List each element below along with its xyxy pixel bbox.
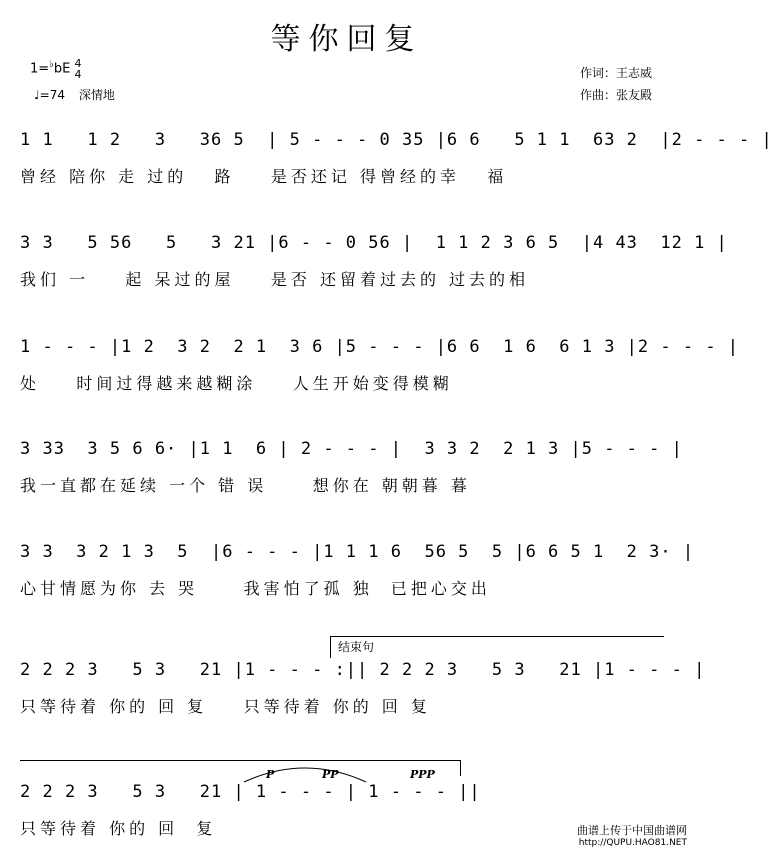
dynamic-mark: PPP (410, 768, 435, 781)
ending-label: 结束句 (338, 640, 375, 654)
expression: 深情地 (78, 88, 115, 102)
notes-row: 2 2 2 3 5 3 21 | 1 - - - | 1 - - - || (20, 782, 481, 802)
watermark-url: http://QUPU.HAO81.NET (578, 838, 687, 848)
lyricist: 作词：王志威 (580, 66, 653, 80)
page-title: 等你回复 (270, 22, 423, 57)
notes-row: 1 1 1 2 3 36 5 | 5 - - - 0 35 |6 6 5 1 1 63 2 |2 - - - | (20, 130, 773, 150)
notes-row: 3 3 5 56 5 3 21 |6 - - 0 56 | 1 1 2 3 6 5 |4 43 12 1 | (20, 233, 728, 253)
lyrics-row: 只等待着 你的 回 复 (20, 819, 217, 838)
watermark-text: 曲谱上传于中国曲谱网 (577, 824, 687, 837)
time-signature (75, 58, 82, 80)
composer: 作曲：张友殿 (580, 88, 653, 102)
dynamic-mark: PP (322, 768, 339, 781)
key-name: bE (53, 61, 71, 77)
notes-row: 2 2 2 3 5 3 21 |1 - - - :|| 2 2 2 3 5 3 21 |1 - - - | (20, 660, 706, 680)
lyrics-row: 我一直都在延续 一个 错 误 想你在 朝朝暮 暮 (20, 476, 471, 495)
lyrics-row: 只等待着 你的 回 复 只等待着 你的 回 复 (20, 697, 431, 716)
ending-bracket-line (330, 636, 664, 637)
lyrics-row: 曾经 陪你 走 过的 路 是否还记 得曾经的幸 福 (20, 167, 508, 186)
tempo-marking (34, 86, 115, 103)
tempo-value: =74 (39, 88, 65, 102)
lyrics-row: 心甘情愿为你 去 哭 我害怕了孤 独 已把心交出 (20, 579, 491, 598)
site-watermark (577, 822, 687, 848)
time-bottom: 4 (74, 68, 82, 81)
notes-row: 3 33 3 5 6 6· |1 1 6 | 2 - - - | 3 3 2 2 1 3 |5 - - - | (20, 439, 683, 459)
ending-bracket-tick (330, 636, 331, 658)
lyrics-row: 我们 一 起 呆过的屋 是否 还留着过去的 过去的相 (20, 270, 530, 289)
slur-arc (240, 760, 370, 784)
key-do: 1= (30, 61, 50, 77)
flat-sign: ♭ (49, 59, 54, 71)
notes-row: 3 3 3 2 1 3 5 |6 - - - |1 1 1 6 56 5 5 |6 6 5 1 2 3· | (20, 542, 695, 562)
ending-bracket-tick (460, 760, 461, 776)
time-top: 4 (74, 57, 82, 70)
dynamic-mark: P (266, 768, 275, 781)
notes-row: 1 - - - |1 2 3 2 2 1 3 6 |5 - - - |6 6 1 6 6 1 3 |2 - - - | (20, 337, 740, 357)
quarter-note-icon: ♩ (34, 88, 40, 102)
key-signature (30, 58, 82, 80)
lyrics-row: 处 时间过得越来越糊涂 人生开始变得模糊 (20, 374, 453, 393)
